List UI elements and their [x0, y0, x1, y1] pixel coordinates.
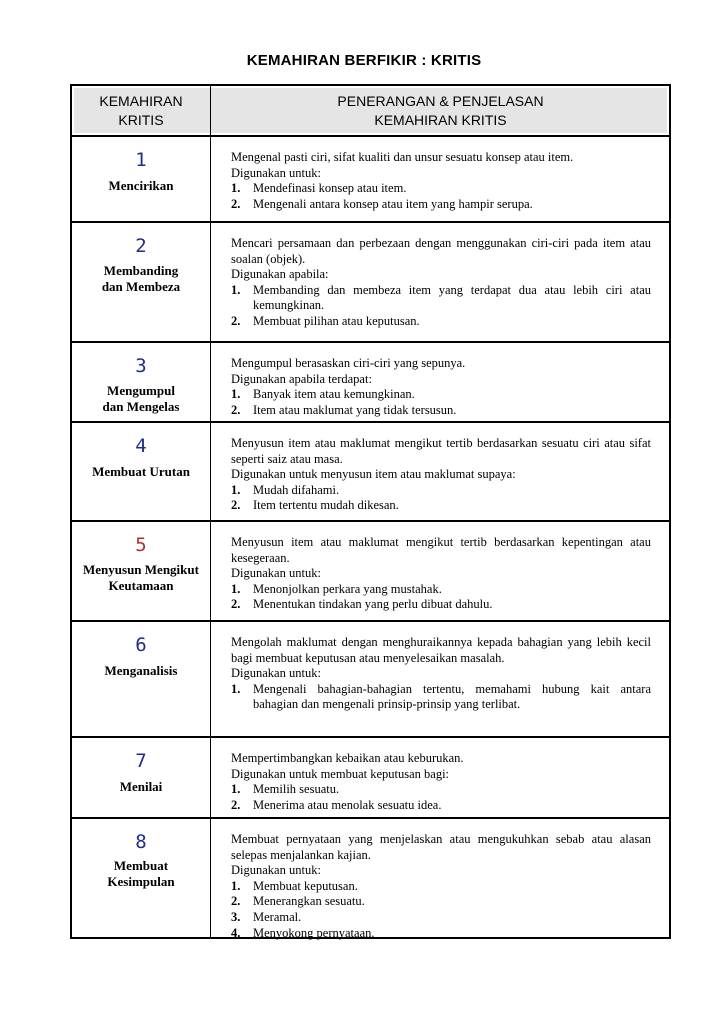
skill-description — [231, 751, 651, 813]
description-list-item — [231, 387, 651, 403]
list-item-text: Menerima atau menolak sesuatu idea. — [253, 797, 442, 812]
list-item-text: Menyokong pernyataan. — [253, 925, 375, 940]
list-item-text: Item atau maklumat yang tidak tersusun. — [253, 402, 457, 417]
list-item-number: 1. — [231, 482, 241, 497]
description-intro: Membuat pernyataan yang menjelaskan atau mengukuhkan sebab atau alasan selepas menjalankan kajian. — [231, 832, 651, 862]
description-list-item — [231, 879, 651, 895]
header-skill-line2: KRITIS — [118, 111, 164, 128]
row-divider — [72, 421, 669, 423]
list-item-text: Mendefinasi konsep atau item. — [253, 181, 407, 196]
list-item-text: Menentukan tindakan yang perlu dibuat dahulu. — [253, 597, 493, 612]
row-divider — [72, 736, 669, 738]
row-divider — [72, 341, 669, 343]
list-item-text: Menerangkan sesuatu. — [253, 894, 365, 909]
description-list-item — [231, 597, 651, 613]
row-divider — [72, 221, 669, 223]
skill-number: 4 — [135, 435, 147, 457]
description-intro: Mengolah maklumat dengan menghuraikannya kepada bahagian yang lebih kecil bagi membuat keputusan atau menyelesaikan masalah. — [231, 635, 651, 665]
description-list-item — [231, 283, 651, 314]
header-desc-line2: KEMAHIRAN KRITIS — [374, 111, 507, 128]
description-intro: Mengumpul berasaskan ciri-ciri yang sepunya. — [231, 356, 466, 370]
row-divider — [72, 817, 669, 819]
description-usage: Digunakan untuk: — [231, 666, 321, 681]
description-usage: Digunakan untuk: — [231, 165, 321, 180]
description-list-item — [231, 926, 651, 942]
skill-name-line: Mengumpul — [107, 383, 175, 398]
list-item-number: 1. — [231, 681, 241, 696]
skill-name — [72, 562, 210, 594]
description-usage: Digunakan untuk menyusun item atau maklumat supaya: — [231, 467, 516, 482]
header-skill-line1: KEMAHIRAN — [99, 92, 183, 109]
skill-number: 3 — [135, 355, 147, 377]
description-list-item — [231, 894, 651, 910]
skill-name-line: Keutamaan — [108, 578, 174, 593]
skill-description — [231, 832, 651, 941]
description-list-item — [231, 498, 651, 514]
header-description-column — [212, 86, 669, 135]
skill-name-line: Membuat — [113, 858, 169, 873]
skill-name — [72, 663, 210, 679]
column-divider — [210, 86, 211, 937]
table-header — [72, 86, 669, 137]
list-item-text: Memilih sesuatu. — [253, 782, 340, 797]
skill-name-line: dan Membeza — [101, 279, 181, 294]
skill-number: 5 — [135, 534, 147, 556]
skill-name-line: Mencirikan — [108, 178, 174, 193]
list-item-number: 2. — [231, 498, 241, 513]
skill-name-line: Kesimpulan — [107, 874, 175, 889]
skill-name-line: Membanding — [103, 263, 179, 278]
list-item-text: Mengenali bahagian-bahagian tertentu, memahami hubung kait antara bahagian dan mengenali prinsip-prinsip yang terlibat. — [253, 681, 651, 712]
row-divider — [72, 520, 669, 522]
description-list-item — [231, 910, 651, 926]
description-usage: Digunakan untuk membuat keputusan bagi: — [231, 766, 450, 781]
skill-name-line: dan Mengelas — [102, 399, 180, 414]
header-skill-column — [72, 86, 210, 135]
list-item-number: 2. — [231, 313, 241, 328]
skill-name — [72, 858, 210, 890]
list-item-number: 1. — [231, 282, 241, 297]
list-item-number: 2. — [231, 894, 241, 909]
list-item-number: 3. — [231, 909, 241, 924]
description-list-item — [231, 798, 651, 814]
page-title: KEMAHIRAN BERFIKIR : KRITIS — [246, 52, 482, 69]
skill-name-line: Menganalisis — [104, 663, 178, 678]
skill-name — [72, 263, 210, 295]
description-intro: Mempertimbangkan kebaikan atau keburukan. — [231, 751, 464, 765]
list-item-text: Membuat keputusan. — [253, 878, 358, 893]
skill-description — [231, 236, 651, 330]
skill-number: 2 — [135, 235, 147, 257]
list-item-number: 2. — [231, 402, 241, 417]
row-divider — [72, 620, 669, 622]
skill-name — [72, 178, 210, 194]
list-item-number: 1. — [231, 387, 241, 402]
list-item-number: 2. — [231, 797, 241, 812]
description-list-item — [231, 782, 651, 798]
list-item-number: 1. — [231, 181, 241, 196]
description-intro: Menyusun item atau maklumat mengikut tertib berdasarkan kepentingan atau kesegeraan. — [231, 535, 651, 565]
list-item-text: Meramal. — [253, 909, 302, 924]
skill-name — [72, 779, 210, 795]
skill-number: 1 — [135, 149, 147, 171]
skill-description — [231, 635, 651, 713]
skill-description — [231, 436, 651, 514]
list-item-number: 1. — [231, 581, 241, 596]
list-item-number: 1. — [231, 878, 241, 893]
description-list-item — [231, 181, 651, 197]
list-item-text: Membuat pilihan atau keputusan. — [253, 313, 420, 328]
list-item-number: 2. — [231, 597, 241, 612]
skill-description — [231, 150, 651, 212]
description-list-item — [231, 682, 651, 713]
description-usage: Digunakan untuk: — [231, 863, 321, 878]
skill-name-line: Membuat Urutan — [92, 464, 190, 479]
description-list-item — [231, 314, 651, 330]
skill-name — [72, 383, 210, 415]
list-item-text: Menonjolkan perkara yang mustahak. — [253, 581, 442, 596]
description-intro: Menyusun item atau maklumat mengikut tertib berdasarkan sesuatu ciri atau sifat seperti saiz atau masa. — [231, 436, 651, 466]
list-item-text: Banyak item atau kemungkinan. — [253, 387, 415, 402]
skill-name — [72, 464, 210, 480]
description-usage: Digunakan apabila terdapat: — [231, 371, 372, 386]
description-intro: Mencari persamaan dan perbezaan dengan menggunakan ciri-ciri pada item atau soalan (objek). — [231, 236, 651, 266]
description-usage: Digunakan apabila: — [231, 267, 329, 282]
header-desc-line1: PENERANGAN & PENJELASAN — [337, 92, 544, 109]
list-item-text: Mudah difahami. — [253, 482, 340, 497]
description-list-item — [231, 403, 651, 419]
list-item-text: Item tertentu mudah dikesan. — [253, 498, 399, 513]
list-item-text: Membanding dan membeza item yang terdapat dua atau lebih ciri atau kemungkinan. — [253, 282, 651, 313]
skill-number: 7 — [135, 750, 147, 772]
list-item-number: 4. — [231, 925, 241, 940]
skills-table — [70, 84, 671, 939]
description-usage: Digunakan untuk: — [231, 566, 321, 581]
list-item-number: 1. — [231, 782, 241, 797]
skill-number: 8 — [135, 831, 147, 853]
description-list-item — [231, 197, 651, 213]
list-item-text: Mengenali antara konsep atau item yang hampir serupa. — [253, 196, 533, 211]
list-item-number: 2. — [231, 196, 241, 211]
skill-description — [231, 535, 651, 613]
skill-description — [231, 356, 651, 418]
skill-name-line: Menilai — [119, 779, 163, 794]
description-intro: Mengenal pasti ciri, sifat kualiti dan unsur sesuatu konsep atau item. — [231, 150, 574, 164]
skill-number: 6 — [135, 634, 147, 656]
description-list-item — [231, 483, 651, 499]
description-list-item — [231, 582, 651, 598]
skill-name-line: Menyusun Mengikut — [83, 562, 199, 577]
